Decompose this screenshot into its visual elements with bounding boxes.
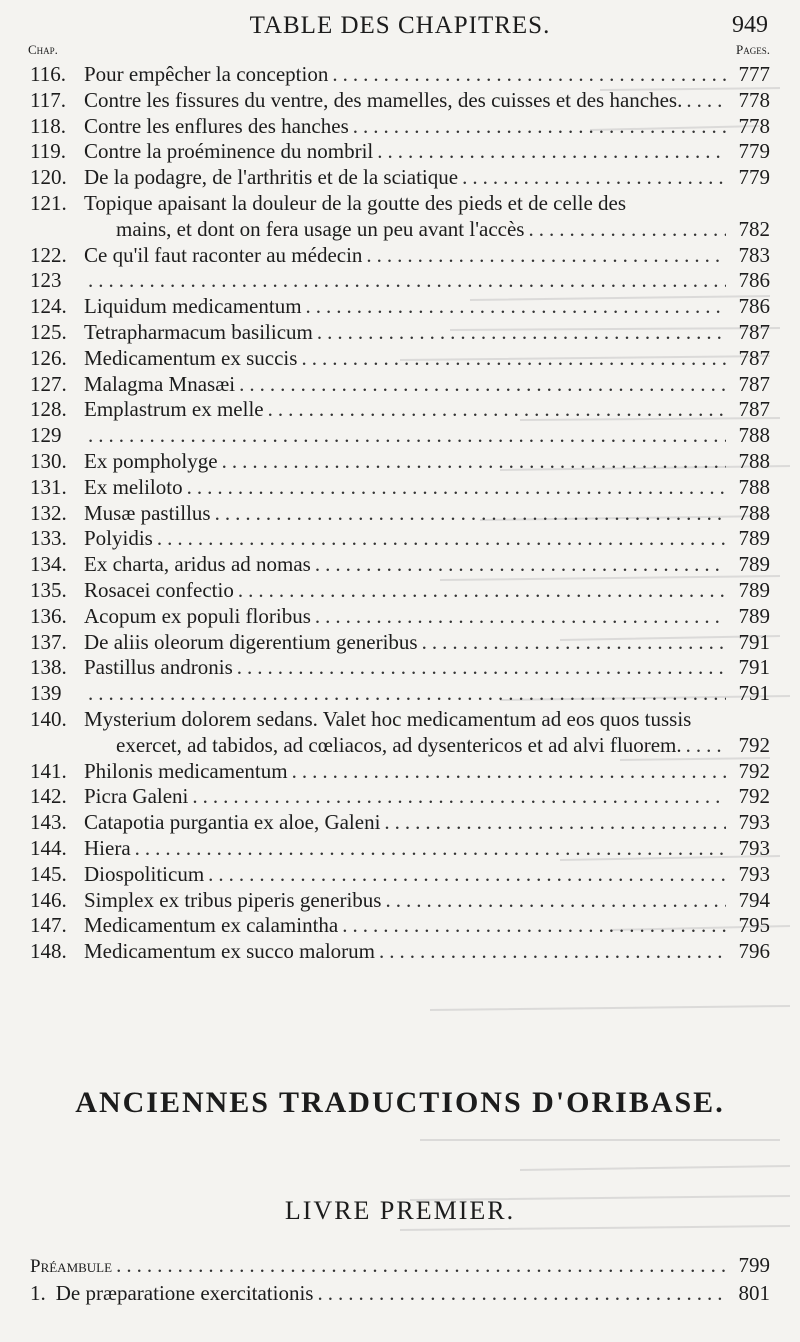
toc-entry [0, 862, 800, 888]
section-title: ANCIENNES TRADUCTIONS D'ORIBASE. [75, 1086, 725, 1119]
page-reference: 789 [738, 603, 770, 628]
page-reference: 787 [738, 319, 770, 344]
entry-line [84, 320, 770, 346]
entry-body [84, 114, 770, 140]
page-reference: 793 [738, 835, 770, 860]
chapter-title: Philonis medicamentum [84, 758, 288, 783]
entry-line [84, 475, 770, 501]
entry-line [84, 655, 770, 681]
entry-body [84, 243, 770, 269]
entry-line [84, 243, 770, 269]
page-reference: 788 [738, 423, 770, 448]
toc-entry [0, 681, 800, 707]
toc-entry [0, 630, 800, 656]
page-reference: 794 [738, 887, 770, 912]
toc-entry [0, 320, 800, 346]
entry-line [84, 88, 770, 114]
chapter-title: exercet, ad tabidos, ad cœliacos, ad dysentericos et ad alvi fluorem. [116, 732, 682, 757]
chapter-number: 137. [30, 629, 67, 654]
dot-leader [306, 294, 726, 320]
chapter-number: 122. [30, 242, 67, 267]
entry-line [84, 372, 770, 398]
chapter-number: 116. [30, 62, 66, 86]
entry-body [84, 372, 770, 398]
entry-line [84, 913, 770, 939]
entry-body [84, 681, 770, 707]
entry-body [84, 655, 770, 681]
entry-line [84, 810, 770, 836]
entry-body [84, 268, 770, 294]
chapter-title: Ex pompholyge [84, 448, 218, 473]
page-reference: 783 [738, 242, 770, 267]
page-reference: 788 [738, 448, 770, 473]
dot-leader [237, 655, 726, 681]
toc-entry [0, 604, 800, 630]
chapter-title: mains, et dont on fera usage un peu avant l'accès [116, 216, 525, 241]
toc-entry [0, 913, 800, 939]
entry-body [84, 888, 770, 914]
toc-entry [0, 475, 800, 501]
page-reference: 787 [738, 397, 770, 422]
chapter-number: 147. [30, 913, 67, 938]
page-reference: 791 [738, 681, 770, 706]
chapter-number: 118. [30, 113, 66, 138]
entry-body [84, 630, 770, 656]
page-reference: 793 [738, 861, 770, 886]
dot-leader [116, 1252, 726, 1278]
chapter-title: Ex charta, aridus ad nomas [84, 552, 311, 577]
dot-leader [366, 243, 726, 269]
page-reference: 788 [738, 500, 770, 525]
toc-entry [0, 1280, 800, 1306]
entry-body [84, 62, 770, 88]
chapter-number: 138. [30, 655, 67, 680]
dot-leader [187, 475, 726, 501]
dot-leader [88, 681, 726, 707]
entry-body [84, 475, 770, 501]
entry-body [84, 397, 770, 423]
page-reference: 801 [738, 1281, 770, 1305]
chapter-title: Picra Galeni [84, 784, 189, 809]
entry-body [84, 449, 770, 475]
dot-leader [88, 423, 726, 449]
chapter-number: 142. [30, 784, 67, 809]
chapter-number: 134. [30, 552, 67, 577]
page-reference: 786 [738, 294, 770, 319]
entry-line [84, 449, 770, 475]
chapter-title: Topique apaisant la douleur de la goutte des pieds et de celle des [84, 190, 627, 215]
chapter-title: Ce qu'il faut raconter au médecin [84, 242, 363, 267]
dot-leader [315, 552, 726, 578]
toc-entry [0, 114, 800, 140]
chapter-number: 121. [30, 190, 67, 215]
entry-body [84, 810, 770, 836]
chapter-number: 126. [30, 345, 67, 370]
entry-line [84, 62, 770, 88]
chapter-number: 1. [30, 1281, 46, 1305]
chapter-title: Diospoliticum [84, 861, 205, 886]
chapter-title: Ex meliloto [84, 474, 183, 499]
entry-body [84, 578, 770, 604]
entry-line [84, 191, 770, 217]
dot-leader [292, 759, 726, 785]
entry-body [84, 939, 770, 965]
chapter-number: 128. [30, 397, 67, 422]
toc-entry [0, 578, 800, 604]
page-reference: 791 [738, 655, 770, 680]
entry-line [84, 217, 770, 243]
entry-line [84, 268, 770, 294]
chapter-title: De præparatione exercitationis [55, 1281, 314, 1305]
entry-body [84, 552, 770, 578]
dot-leader [222, 449, 726, 475]
dot-leader [377, 139, 726, 165]
entry-body [84, 88, 770, 114]
toc-entry [0, 836, 800, 862]
entry-body [84, 862, 770, 888]
page-reference: 777 [738, 62, 770, 86]
entry-line [84, 552, 770, 578]
chapter-number: 139 [30, 681, 62, 706]
toc-entry [0, 939, 800, 965]
entry-line [84, 836, 770, 862]
entry-line [84, 165, 770, 191]
toc-entry [0, 1252, 800, 1280]
entry-line [84, 630, 770, 656]
dot-leader [88, 268, 726, 294]
entry-body [84, 707, 770, 759]
book-one-list [0, 1252, 800, 1306]
chapter-number: 135. [30, 577, 67, 602]
entry-body [84, 604, 770, 630]
dot-leader [192, 784, 726, 810]
dot-leader [462, 165, 726, 191]
toc-entry [0, 191, 800, 243]
toc-entry [0, 759, 800, 785]
dot-leader [215, 501, 726, 527]
toc-entry [0, 501, 800, 527]
toc-entry [0, 243, 800, 269]
chapter-number: 143. [30, 810, 67, 835]
dot-leader [135, 836, 726, 862]
chapter-title: Liquidum medicamentum [84, 294, 302, 319]
toc-entry [0, 62, 800, 88]
chapter-number: 119. [30, 139, 66, 164]
chapter-number: 120. [30, 165, 67, 190]
page-reference: 795 [738, 913, 770, 938]
chapter-number: 133. [30, 526, 67, 551]
page-title: TABLE DES CHAPITRES. [249, 12, 551, 39]
toc-entry [0, 165, 800, 191]
entry-line [84, 604, 770, 630]
dot-leader [385, 888, 726, 914]
entry-body [84, 913, 770, 939]
page-reference: 789 [738, 526, 770, 551]
page-reference: 799 [738, 1253, 770, 1277]
chapter-number: 145. [30, 861, 67, 886]
chapter-title: Contre les fissures du ventre, des mamelles, des cuisses et des hanches. [84, 87, 683, 112]
page-reference: 787 [738, 345, 770, 370]
page-reference: 789 [738, 552, 770, 577]
chapter-title: Medicamentum ex calamintha [84, 913, 339, 938]
dot-leader [686, 88, 726, 114]
chapter-number: 148. [30, 939, 67, 964]
page-reference: 788 [738, 474, 770, 499]
chapter-title: Malagma Mnasæi [84, 371, 236, 396]
chapter-number: 146. [30, 887, 67, 912]
dot-leader [528, 217, 726, 243]
chapter-number: 141. [30, 758, 67, 783]
entry-body [84, 320, 770, 346]
entry-body [84, 139, 770, 165]
chapter-title: Préambule [30, 1256, 113, 1277]
dot-leader [301, 346, 726, 372]
toc-entry [0, 810, 800, 836]
chapter-title: Contre la proéminence du nombril [84, 139, 374, 164]
entry-line [84, 888, 770, 914]
column-header-pages: Pages. [736, 42, 770, 57]
chapter-title: Emplastrum ex melle [84, 397, 264, 422]
chapter-number: 124. [30, 294, 67, 319]
entry-body [84, 836, 770, 862]
entry-line [84, 294, 770, 320]
chapter-title: Medicamentum ex succo malorum [84, 939, 375, 964]
toc-entry [0, 88, 800, 114]
dot-leader [384, 810, 726, 836]
chapter-title: De aliis oleorum digerentium generibus [84, 629, 418, 654]
entry-body [84, 165, 770, 191]
entry-body [84, 784, 770, 810]
book-title: LIVRE PREMIER. [284, 1196, 516, 1225]
toc-entry [0, 707, 800, 759]
entry-line [84, 397, 770, 423]
dot-leader [686, 733, 726, 759]
dot-leader [315, 604, 726, 630]
toc-entry [0, 526, 800, 552]
dot-leader [239, 372, 726, 398]
chapter-number: 125. [30, 319, 67, 344]
entry-body [84, 501, 770, 527]
chapter-title: De la podagre, de l'arthritis et de la sciatique [84, 165, 459, 190]
page-reference: 796 [738, 939, 770, 964]
entry-line [84, 578, 770, 604]
chapter-title: Musæ pastillus [84, 500, 211, 525]
chapter-number: 132. [30, 500, 67, 525]
page-reference: 792 [738, 784, 770, 809]
dot-leader [379, 939, 726, 965]
chapter-number: 127. [30, 371, 67, 396]
chapter-title: Pastillus andronis [84, 655, 233, 680]
chapter-title: Contre les enflures des hanches [84, 113, 349, 138]
dot-leader [317, 1280, 726, 1306]
entry-line [84, 526, 770, 552]
dot-leader [208, 862, 726, 888]
entry-line [84, 759, 770, 785]
toc-entry [0, 449, 800, 475]
chapter-title: Catapotia purgantia ex aloe, Galeni [84, 810, 381, 835]
entry-line [84, 423, 770, 449]
chapter-title: Rosacei confectio [84, 577, 234, 602]
toc-entry [0, 397, 800, 423]
dot-leader [268, 397, 726, 423]
page-reference: 787 [738, 371, 770, 396]
entry-line [84, 939, 770, 965]
chapter-number: 131. [30, 474, 67, 499]
dot-leader [238, 578, 726, 604]
page-reference: 779 [738, 139, 770, 164]
dot-leader [422, 630, 726, 656]
page-reference: 792 [738, 732, 770, 757]
entry-line [84, 501, 770, 527]
page-reference: 782 [738, 216, 770, 241]
toc-entry [0, 552, 800, 578]
column-header-chapter: Chap. [28, 42, 58, 57]
chapter-number: 144. [30, 835, 67, 860]
toc-entry [0, 294, 800, 320]
entry-body [84, 423, 770, 449]
entry-body [84, 294, 770, 320]
entry-line [84, 733, 770, 759]
entry-body [84, 526, 770, 552]
chapter-title: Hiera [84, 835, 131, 860]
page-reference: 778 [738, 87, 770, 112]
chapter-number: 129 [30, 423, 62, 448]
toc-entry [0, 888, 800, 914]
page-reference: 793 [738, 810, 770, 835]
entry-line [84, 862, 770, 888]
chapter-number: 123 [30, 268, 62, 293]
toc-entry [0, 139, 800, 165]
chapter-number: 130. [30, 448, 67, 473]
entry-line [84, 681, 770, 707]
page-reference: 778 [738, 113, 770, 138]
entry-line [84, 707, 770, 733]
page-number: 949 [732, 12, 768, 38]
entry-line [84, 784, 770, 810]
entry-line [84, 139, 770, 165]
entry-body [84, 191, 770, 243]
page-reference: 792 [738, 758, 770, 783]
page-reference: 786 [738, 268, 770, 293]
dot-leader [353, 114, 726, 140]
dot-leader [332, 62, 726, 88]
chapter-title: Simplex ex tribus piperis generibus [84, 887, 382, 912]
toc-entry [0, 423, 800, 449]
page-header [0, 12, 800, 46]
toc-entry [0, 346, 800, 372]
chapter-title: Medicamentum ex succis [84, 345, 298, 370]
entry-line [84, 114, 770, 140]
chapter-number: 117. [30, 87, 66, 112]
toc-entry [0, 784, 800, 810]
entry-body [84, 759, 770, 785]
entry-body [84, 346, 770, 372]
chapter-title: Mysterium dolorem sedans. Valet hoc medicamentum ad eos quos tussis [84, 706, 692, 731]
chapter-number: 140. [30, 706, 67, 731]
page-reference: 789 [738, 577, 770, 602]
chapter-title: Polyidis [84, 526, 153, 551]
chapter-title: Acopum ex populi floribus [84, 603, 311, 628]
entry-line [84, 346, 770, 372]
toc-entry [0, 655, 800, 681]
chapter-number: 136. [30, 603, 67, 628]
dot-leader [342, 913, 726, 939]
dot-leader [317, 320, 726, 346]
dot-leader [157, 526, 726, 552]
page-reference: 791 [738, 629, 770, 654]
chapter-title: Pour empêcher la conception [84, 62, 329, 86]
toc-entry [0, 268, 800, 294]
chapter-title: Tetrapharmacum basilicum [84, 319, 313, 344]
page-reference: 779 [738, 165, 770, 190]
toc-entry [0, 372, 800, 398]
chapter-list [0, 62, 800, 965]
